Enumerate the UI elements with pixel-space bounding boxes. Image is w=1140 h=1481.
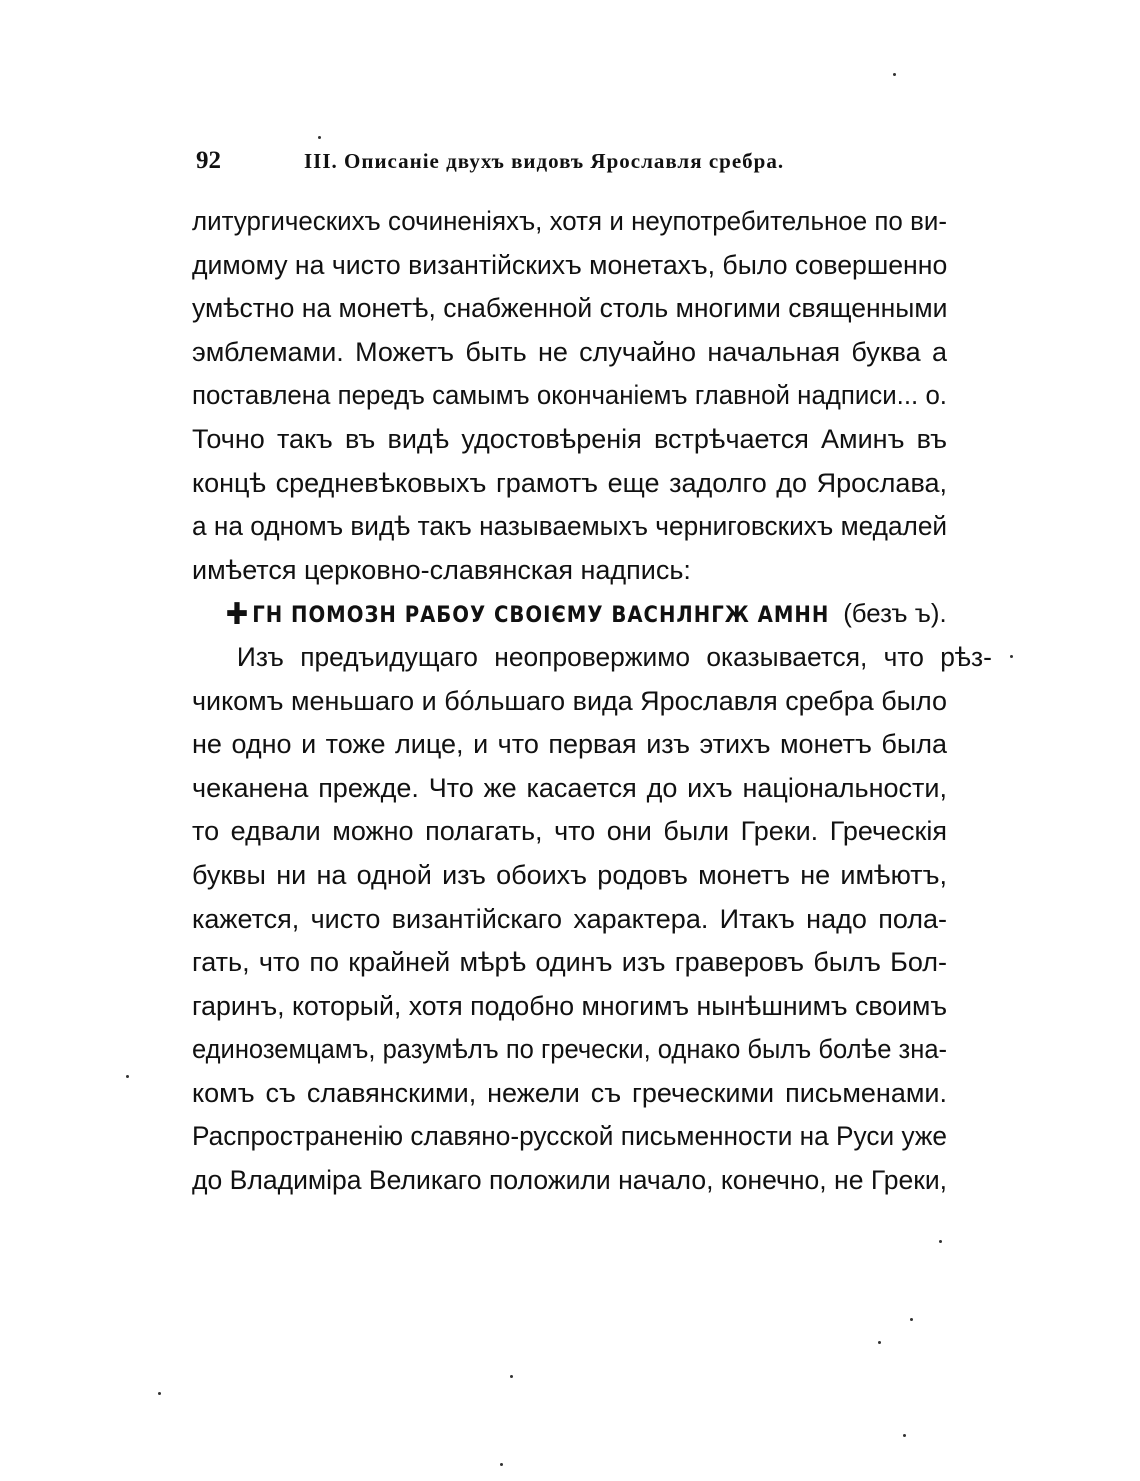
inscription-note: (безъ ъ). [843,598,947,629]
scan-speck [939,1240,942,1243]
text-line: умѣстно на монетѣ, снабженной столь многими священными [192,293,948,324]
text-line: буквы ни на одной изъ обоихъ родовъ монетъ не имѣютъ, [192,859,947,890]
text-line: кажется, чисто византійскаго характера. Итакъ надо пола- [192,903,947,934]
text-line: поставлена передъ самымъ окончаніемъ главной надписи... о. [192,380,947,411]
scan-speck [126,1075,129,1078]
cross-icon: ✚ [225,597,249,633]
scan-speck [878,1341,881,1344]
text-line: Точно такъ въ видѣ удостовѣренія встрѣчается Аминъ въ [192,423,947,454]
scan-speck [510,1375,513,1378]
text-line: имѣется церковно-славянская надпись: [192,554,691,585]
text-line: литургическихъ сочиненіяхъ, хотя и неупотребительное по ви- [192,206,947,236]
text-line: до Владиміра Великаго положили начало, конечно, не Греки, [192,1165,948,1196]
body-text [192,200,992,1203]
scan-speck [500,1463,503,1466]
text-line: то едвали можно полагать, что они были Греки. Греческія [192,816,947,847]
scan-speck [910,1318,913,1321]
text-line: комъ съ славянскими, нежели съ греческими письменами. [192,1077,947,1108]
text-line: чикомъ меньшаго и бóльшаго вида Ярославля сребра было [192,685,947,716]
scan-speck [158,1392,161,1395]
text-line: а на одномъ видѣ такъ называемыхъ черниговскихъ медалей [192,511,948,542]
text-line: чеканена прежде. Что же касается до ихъ національности, [192,772,947,803]
text-line: эмблемами. Можетъ быть не случайно начальная буква а [192,336,947,367]
scan-speck [1010,655,1013,658]
text-line: не одно и тоже лице, и что первая изъ этихъ монетъ была [192,729,947,760]
text-line: концѣ средневѣковыхъ грамотъ еще задолго до Ярослава, [192,467,947,498]
text-line: гаринъ, который, хотя подобно многимъ нынѣшнимъ своимъ [192,990,947,1021]
text-line: гать, что по крайней мѣрѣ одинъ изъ граверовъ былъ Бол- [192,947,947,978]
page-number: 92 [196,147,221,174]
scan-speck [893,73,896,76]
scan-speck [903,1434,906,1437]
text-line: единоземцамъ, разумѣлъ по гречески, однако былъ болѣе зна- [192,1034,948,1065]
text-line: димому на чисто византійскихъ монетахъ, было совершенно [192,249,948,280]
slavonic-inscription [192,592,981,636]
text-line: Изъ предъидущаго неопровержимо оказывается, что рѣз- [236,641,992,672]
text-line: Распространенію славяно-русской письменности на Руси уже [192,1121,947,1152]
page-header [192,147,952,181]
inscription-text: ГН ПОМОЗН РАБОУ СВОІЄМУ ВАСНЛНГЖ АМНН [252,603,830,629]
scan-speck [318,136,321,139]
running-title: III. Описаніе двухъ видовъ Ярославля сребра. [304,149,785,173]
